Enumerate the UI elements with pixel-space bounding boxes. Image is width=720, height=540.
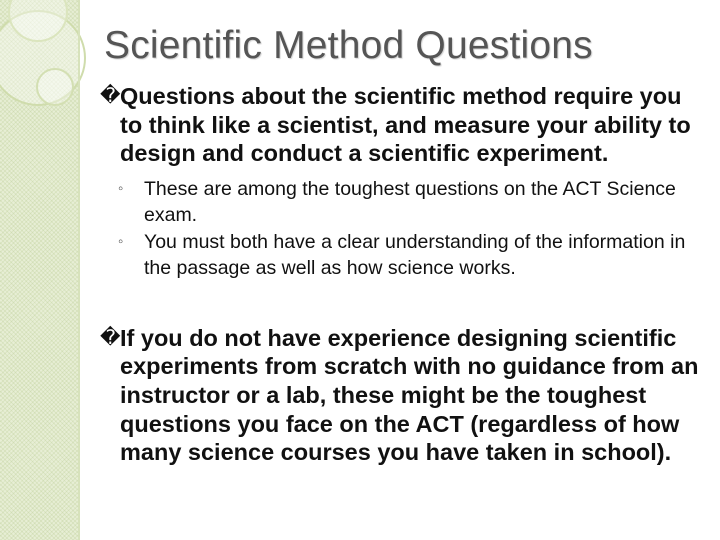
- sub-bullet-item: [100, 229, 710, 282]
- slide-content: [100, 82, 710, 467]
- bullet-text: If you do not have experience designing scientific experiments from scratch with no guidance from an instructor or a lab, these might be the toughest questions you face on the ACT (regardless of how many science courses you have taken in school).: [120, 324, 699, 466]
- decorative-side-band: [0, 0, 78, 540]
- bullet-marker-icon: �: [100, 326, 121, 349]
- bullet-marker-icon: �: [100, 85, 121, 107]
- bullet-item: [100, 82, 710, 168]
- sub-bullet-item: [100, 176, 710, 229]
- side-band-edge: [78, 0, 80, 540]
- sub-bullet-marker-icon: ◦: [118, 179, 124, 197]
- sub-bullet-marker-icon: ◦: [118, 232, 124, 250]
- sub-bullet-text: These are among the toughest questions on the ACT Science exam.: [144, 177, 676, 227]
- sub-bullet-text: You must both have a clear understanding of the information in the passage as well as how science works.: [144, 230, 686, 280]
- bullet-text: Questions about the scientific method require you to think like a scientist, and measure your ability to design and conduct a scientific experiment.: [120, 83, 691, 167]
- bullet-item: [100, 324, 710, 467]
- sub-bullet-list: [100, 176, 710, 282]
- decorative-circle: [36, 68, 74, 106]
- slide-title: Scientific Method Questions: [104, 24, 593, 67]
